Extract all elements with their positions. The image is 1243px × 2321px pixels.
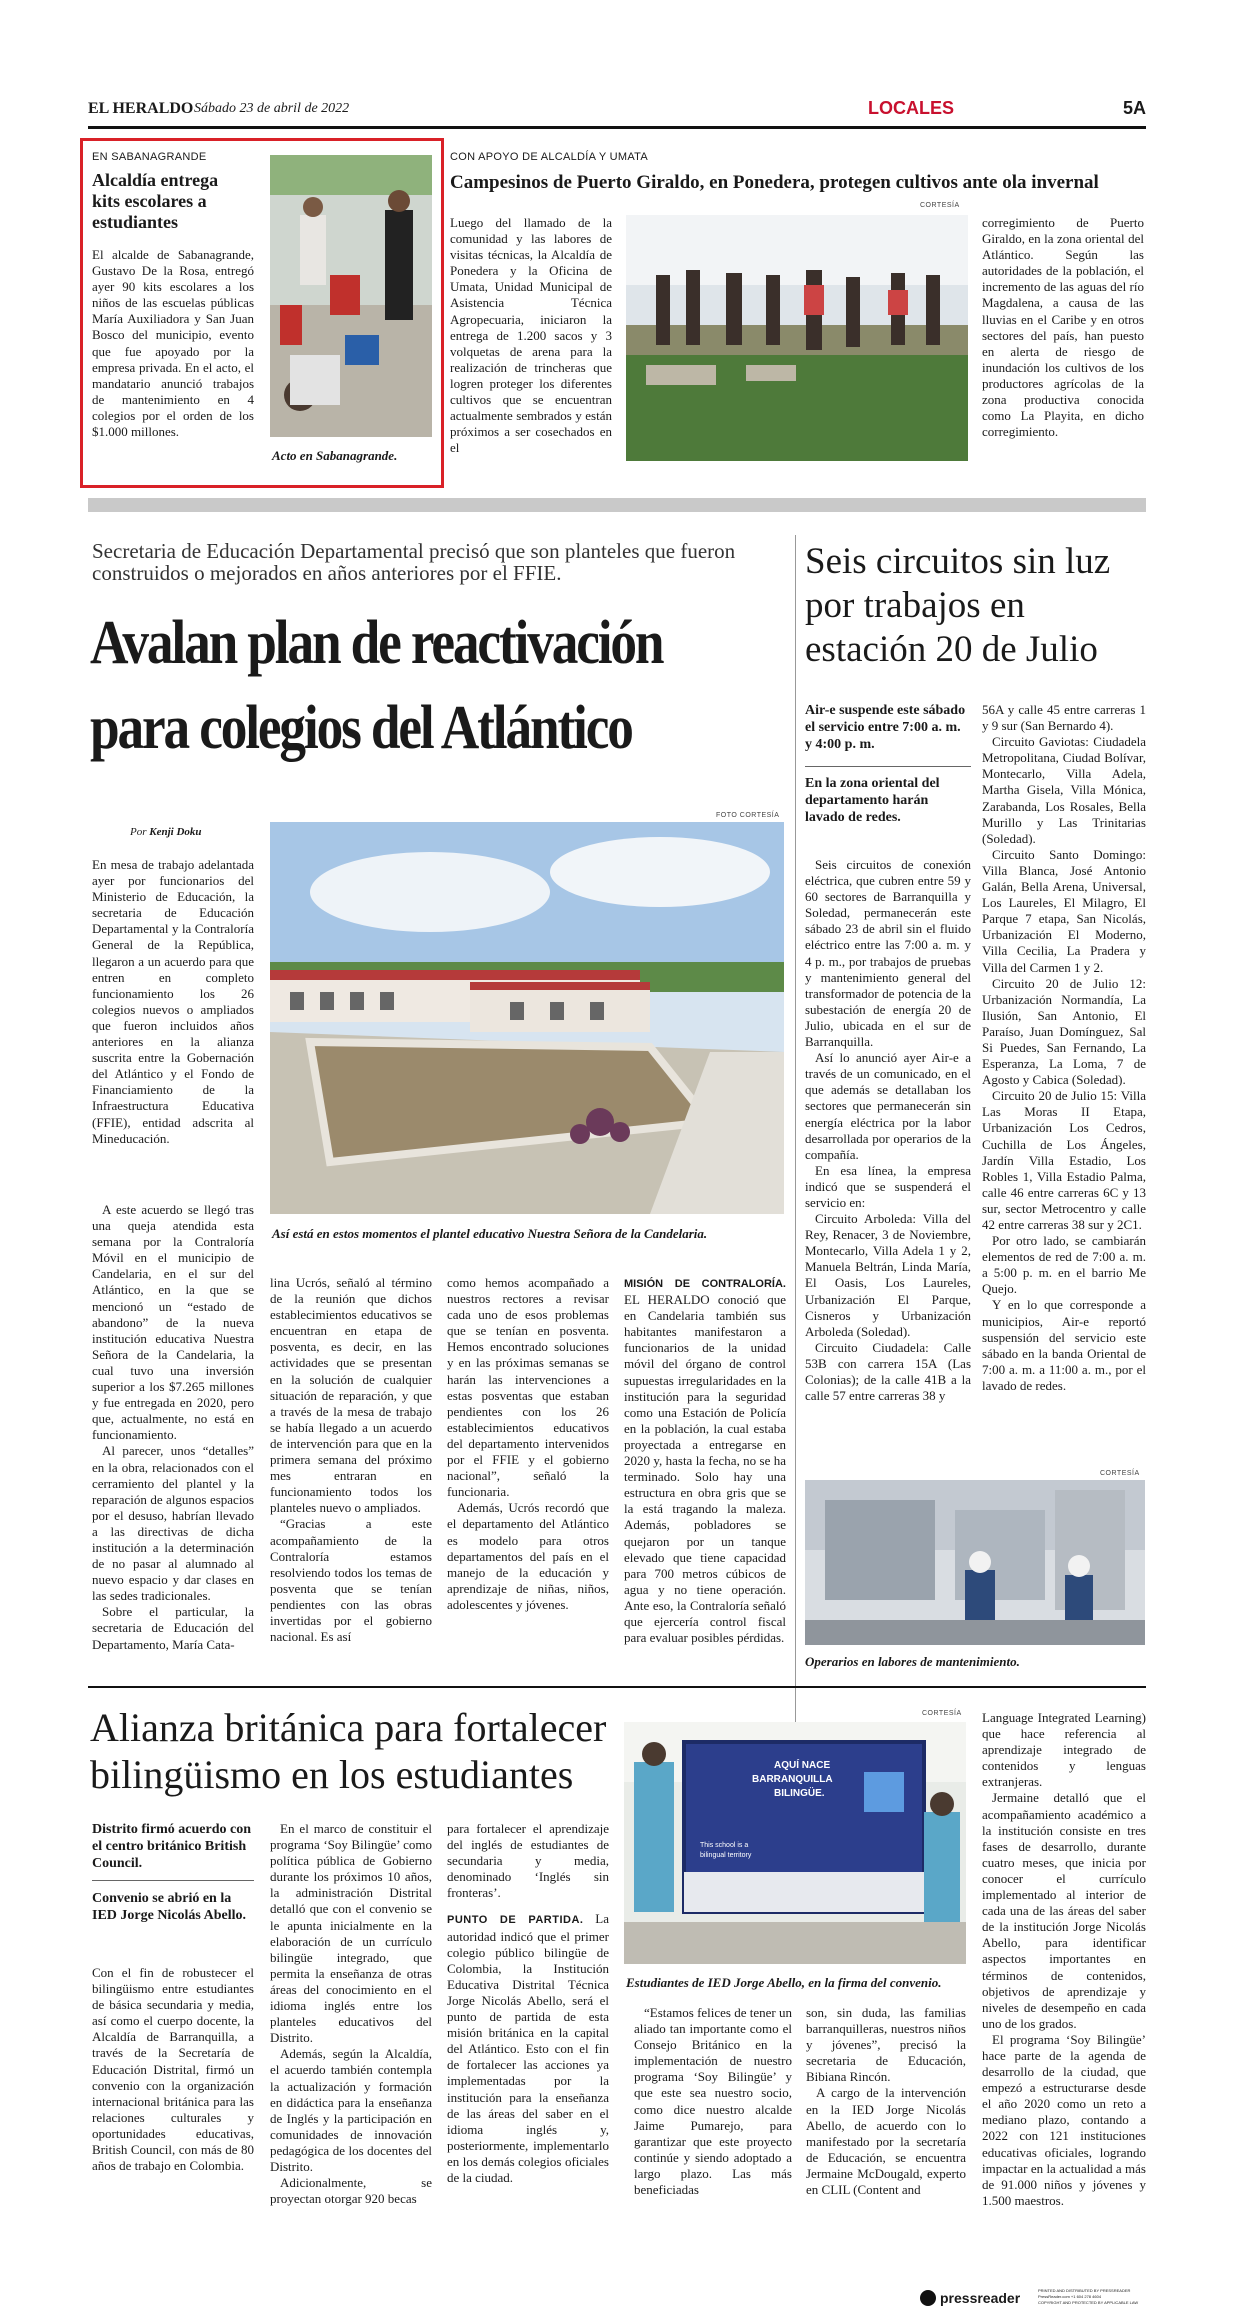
photo-sign-line4: This school is a <box>700 1842 749 1849</box>
top-left-kicker: EN SABANAGRANDE <box>92 151 207 163</box>
sabanagrande-photo <box>270 155 432 437</box>
bottom-deck2: Convenio se abrió en la IED Jorge Nicolás Abello. <box>92 1891 246 1923</box>
main-title-line2: para colegios del Atlántico <box>90 694 632 762</box>
side-deck2: En la zona oriental del departamento harán lavado de redes. <box>805 776 940 825</box>
main-credit: FOTO CORTESÍA <box>716 812 780 819</box>
main-kicker: Secretaria de Educación Departamental precisó que son planteles que fueron construidos o mejorados en años anteriores por el FFIE. <box>92 539 736 585</box>
top-right-title: Campesinos de Puerto Giraldo, en Ponedera, protegen cultivos ante ola invernal <box>450 172 1099 193</box>
main-title-line1: Avalan plan de reactivación <box>90 609 663 677</box>
main-col3: como hemos acompañado a nuestros rectores a revisar cada uno de esos problemas que se tenían en posventa. Hemos encontrado soluciones y en las próximas semanas se harán las intervenciones a estas posventas que estaban pendientes con los 26 establecimientos educativos del departamento intervenidos por el FFIE y el gobierno nacional”, señaló la funcionaria. Además, Ucrós recordó que el departamento del Atlántico es modelo para otros departamentos del país en el manejo de la educación y aprendizaje de niñas, niños, adolescentes y jóvenes. <box>447 1275 609 1612</box>
section-separator <box>88 498 1146 512</box>
footer-note2: PressReader.com +1 604 278 4604 <box>1038 2294 1102 2299</box>
bottom-col5: son, sin duda, las familias barranquilleras, nuestros niños y jóvenes”, precisó la secretaria de Educación, Bibiana Rincón. A cargo de la intervención en la IED Jorge Nicolás Abello, de acuerdo con lo manifestado por la secretaría de Educación, se encuentra Jermaine McDougald, experto en CLIL (Content and <box>806 2005 966 2198</box>
bottom-section-rule <box>88 1686 1146 1688</box>
side-credit: CORTESÍA <box>1100 1470 1140 1477</box>
header-rule <box>88 126 1146 129</box>
column-divider <box>795 535 796 1750</box>
ponedera-photo <box>626 215 968 461</box>
bottom-col1: Con el fin de robustecer el bilingüismo entre estudiantes de básica secundaria y media, así como el cuerpo docente, la Alcaldía de Barranquilla, a través de la Secretaría de Educación Distrital, firmó un convenio con la organización internacional británica para las relaciones culturales y oportunidades educativas, British Council, con más de 80 años de trabajo en Colombia. <box>92 1965 254 2174</box>
candelaria-photo <box>270 822 784 1214</box>
pressreader-footer <box>920 2288 1146 2310</box>
footer-note1: PRINTED AND DISTRIBUTED BY PRESSREADER <box>1038 2288 1131 2293</box>
page-header <box>88 98 1146 128</box>
page-number: 5A <box>1122 98 1146 118</box>
bottom-col2: En el marco de constituir el programa ‘Soy Bilingüe’ como política pública de Gobierno durante los próximos 10 años, la administración Distrital detalló que con el convenio se le apunta inicialmente en la elaboración de un currículo bilingüe integrado, que permita la enseñanza de otras áreas del conocimiento en el idioma inglés entre los planteles educativos del Distrito. Además, según la Alcaldía, el acuerdo también contempla la actualización y formación en didáctica para la enseñanza de Inglés y la participación en comunidades de innovación pedagógica de los docentes del Distrito. Adicionalmente, se proyectan otorgar 920 becas <box>270 1821 432 2207</box>
main-col4: MISIÓN DE CONTRALORÍA. EL HERALDO conoció que en Candelaria también sus habitantes manifestaron a funcionarios de la unidad móvil del órgano de control supuestas irregularidades en la institución para la seguridad como una Estación de Policía en la población, la cual estaba proyectada a entregarse en 2020 y, hasta la fecha, no se ha terminado. Solo hay una estructura en obra gris que se la está tragando la maleza. Además, pobladores se quejaron por un tanque elevado que tiene capacidad para 700 metros cúbicos de agua y no tiene operación. Ante eso, la Contraloría señaló que ejercería control fiscal para evaluar posibles pérdidas. <box>624 1278 786 1646</box>
photo-sign-line2: BARRANQUILLA <box>752 1774 833 1785</box>
side-colA: Seis circuitos de conexión eléctrica, que cubren entre 59 y 60 sectores de Barranquilla y Soledad, permanecerán este sábado 23 de abril sin el fluido eléctrico entre las 7:00 a. m. y 4 p. m., por trabajos de pruebas y mantenimiento general del transformador de potencia de la subestación de energía 20 de Julio, ubicada en el sur de Barranquilla. Así lo anunció ayer Air-e a través de un comunicado, en el que además se detallaban los sectores que permanecerán sin energía eléctrica por la labor desarrollada por operarios de la compañía. En esa línea, la empresa indicó que se suspenderá el servicio en: Circuito Arboleda: Villa del Rey, Renacer, 3 de Noviembre, Montecarlo, Villa Adela 1 y 2, Manuela Beltrán, Linda María, El Oasis, Los Laureles, Urbanización El Parque, Cisneros y Urbanización Arboleda (Soledad). Circuito Ciudadela: Calle 53B con carrera 15A (Las Colonias); de la calle 41B a la calle 57 entre carreras 38 y <box>805 857 971 1404</box>
side-deck-rule <box>805 766 971 767</box>
bottom-col6: Language Integrated Learning) que hace referencia al aprendizaje integrado de contenidos y lenguas extranjeras. Jermaine detalló que el acompañamiento académico a la institución consiste en tres fases de desarrollo, durante cuatro meses, que inicia por conocer el currículo implementado al interior de cada una de las áreas del saber de la institución Jorge Nicolás Abello, para identificar aspectos importantes en términos de contenidos, objetivos de aprendizaje y niveles de desempeño en cada uno de los grados. El programa ‘Soy Bilingüe’ hace parte de la agenda de desarrollo de la ciudad, que empezó a estructurarse desde el año 2020 como un reto a mediano plazo, contando a 2022 con 121 instituciones educativas oficiales, logrando impactar en la actualidad a más de 91.000 niños y jóvenes y 1.500 maestros. <box>982 1710 1146 2208</box>
bottom-title-line1: Alianza británica para fortalecer <box>90 1705 607 1750</box>
side-deck1: Air-e suspende este sábado el servicio entre 7:00 a. m. y 4:00 p. m. <box>805 703 966 752</box>
main-col2: lina Ucrós, señaló al término de la reunión que dichos establecimientos educativos se encuentran en etapa de posventa, es decir, en las actividades que se presentan en la solución de cualquier situación de reparación, y que a través de la mesa de trabajo se había llegado a un acuerdo de intervención para que en la primera semana del próximo mes entraran en funcionamiento todos los planteles nuevo o ampliados. “Gracias a este acompañamiento de la Contraloría estamos resolviendo todos los temas de posventa que se tenían pendientes con las obras invertidas por el gobierno nacional. Es así <box>270 1275 432 1645</box>
pressreader-logo-icon <box>920 2290 936 2306</box>
side-title: Seis circuitos sin luz por trabajos en estación 20 de Julio <box>805 541 1111 670</box>
main-col1-bottom: A este acuerdo se llegó tras una queja atendida esta semana por la Contraloría Móvil en el municipio de Candelaria, en el sur del Atlántico, en la que se mencionó un “estado de abandono” de la nueva institución educativa Nuestra Señora de la Candelaria, la cual tuvo una inversión superior a los $7.265 millones y fue entregada en 2020, pero que, actualmente, no está en funcionamiento. Al parecer, unos “detalles” en la obra, relacionados con el cerramiento del plantel y la reparación de algunos espacios por el desuso, habrían llevado a las directivas de dicha institución a la determinación de no pasar al alumnado al nuevo espacio y dar clases en las sedes tradicionales. Sobre el particular, la secretaria de Educación del Departamento, María Cata- <box>92 1202 254 1652</box>
photo-sign-line5: bilingual territory <box>700 1852 752 1859</box>
top-left-body: El alcalde de Sabanagrande, Gustavo De la Rosa, entregó ayer 90 kits escolares a los niños de las escuelas públicas María Auxiliadora y San Juan Bosco del municipio, evento que fue apoyado por la empresa privada. En el acto, el mandatario anunció trabajos de mantenimiento en 4 colegios por el orden de los $1.000 millones. <box>92 247 254 440</box>
top-right-col2: corregimiento de Puerto Giraldo, en la zona oriental del Atlántico. Según las autoridades de la población, el incremento de las aguas del río Magdalena, a causa de las lluvias en el Caribe y en otros sectores del país, han puesto en alerta de riesgo de inundación los cultivos de los productores agrícolas de la zona productiva conocida como La Playita, en dicho corregimiento. <box>982 215 1144 440</box>
operarios-photo <box>805 1480 1145 1645</box>
header-date: Sábado 23 de abril de 2022 <box>194 101 350 116</box>
photo-sign-line1: AQUÍ NACE <box>774 1760 831 1771</box>
side-colB: 56A y calle 45 entre carreras 1 y 9 sur (San Bernardo 4). Circuito Gaviotas: Ciudadela Metropolitana, Ciudad Bolívar, Montecarlo, Villa Adela, Martha Gisela, Villa Mónica, Zarabanda, Los Rosales, Bella Murillo y Las Trinitarias (Soledad). Circuito Santo Domingo: Villa Blanca, José Antonio Galán, Bella Arena, Universal, Los Laureles, El Milagro, El Parque 7 etapa, San Nicolás, Urbanización El Moderno, Villa Cecilia, La Pradera y Villa del Carmen 1 y 2. Circuito 20 de Julio 12: Urbanización Normandía, La Ilusión, San Antonio, El Paraíso, Juan Domínguez, Sal Si Puedes, San Fernando, La Esperanza, La Loma, 7 de Agosto y Cabica (Soledad). Circuito 20 de Julio 15: Villa Las Moras II Etapa, Urbanización Los Cedros, Cuchilla de Los Ángeles, Jardín Villa Estadio, Los Robles 1, Villa Estadio Palma, calle 46 entre carreras 6C y 13 sur, sector Metrocentro y calle 42 entre carreras 38 sur y 2C1. Por otro lado, se cambiarán elementos de red de 7:00 a. m. a 5:00 p. m. en el barrio Me Quejo. Y en lo que corresponde a municipios, Air-e reportó suspensión del servicio este sábado en la banda Oriental de 7:00 a. m. a 11:00 a. m., por el lavado de redes. <box>982 702 1146 1393</box>
section-name: LOCALES <box>868 98 955 118</box>
main-byline: Por Kenji Doku <box>130 826 202 838</box>
main-caption: Así está en estos momentos el plantel educativo Nuestra Señora de la Candelaria. <box>272 1226 708 1241</box>
top-right-col1: Luego del llamado de la comunidad y las labores de visitas técnicas, la Alcaldía de Ponedera y la Oficina de Umata, Unidad Municipal de Asistencia Técnica Agropecuaria, iniciaron la entrega de 1.200 sacos y 3 volquetas de arena para la realización de trincheras que logren proteger los diferentes cultivos que se encuentran actualmente sembrados y están próximos a ser cosechados en el <box>450 215 612 456</box>
top-right-kicker: CON APOYO DE ALCALDÍA Y UMATA <box>450 151 649 163</box>
top-right-credit: CORTESÍA <box>920 202 960 209</box>
bottom-deck-rule <box>92 1880 254 1881</box>
top-left-title: Alcaldía entrega kits escolares a estudiantes <box>92 170 219 232</box>
pressreader-brand: pressreader <box>940 2290 1021 2306</box>
photo-sign-line3: BILINGÜE. <box>774 1788 825 1799</box>
abello-photo <box>624 1722 966 1964</box>
bottom-deck1: Distrito firmó acuerdo con el centro británico British Council. <box>92 1822 252 1871</box>
bottom-col3: para fortalecer el aprendizaje del inglés de estudiantes de secundaria y media, denominado ‘Inglés sin fronteras’. PUNTO DE PARTIDA. La autoridad indicó que el primer colegio público bilingüe de Colombia, la Institución Educativa Distrital Técnica Jorge Nicolás Abello, será el punto de partida de esta misión británica en la capital del Atlántico. Esto con el fin de fortalecer las acciones ya implementadas por la institución para la enseñanza de las áreas del saber en el idioma inglés y, posteriormente, implementarlo en los demás colegios oficiales de la ciudad. <box>447 1821 610 2185</box>
bottom-title-line2: bilingüismo en los estudiantes <box>90 1752 574 1797</box>
bottom-col4: “Estamos felices de tener un aliado tan importante como el Consejo Británico en la implementación de nuestro programa ‘Soy Bilingüe’ y que este sea nuestro socio, como dice nuestro alcalde Jaime Pumarejo, para garantizar que este proyecto continúe y siendo adoptado a largo plazo. Las más beneficiadas <box>634 2005 792 2198</box>
side-caption: Operarios en labores de mantenimiento. <box>805 1654 1020 1669</box>
bottom-caption: Estudiantes de IED Jorge Abello, en la firma del convenio. <box>626 1975 942 1990</box>
main-col1-top: En mesa de trabajo adelantada ayer por funcionarios del Ministerio de Educación, la secretaria de Educación Departamental y la Contraloría General de la República, llegaron a un acuerdo para que entren en completo funcionamiento los 26 colegios nuevos o ampliados que fueron incluidos años anteriores en la alianza suscrita entre la Gobernación del Atlántico y el Fondo de Financiamiento de la Infraestructura Educativa (FFIE), entidad adscrita al Mineducación. <box>92 857 254 1146</box>
footer-note3: COPYRIGHT AND PROTECTED BY APPLICABLE LAW <box>1038 2300 1139 2305</box>
bottom-credit: CORTESÍA <box>922 1710 962 1717</box>
top-left-caption: Acto en Sabanagrande. <box>272 448 398 463</box>
paper-name: EL HERALDO <box>88 100 194 117</box>
